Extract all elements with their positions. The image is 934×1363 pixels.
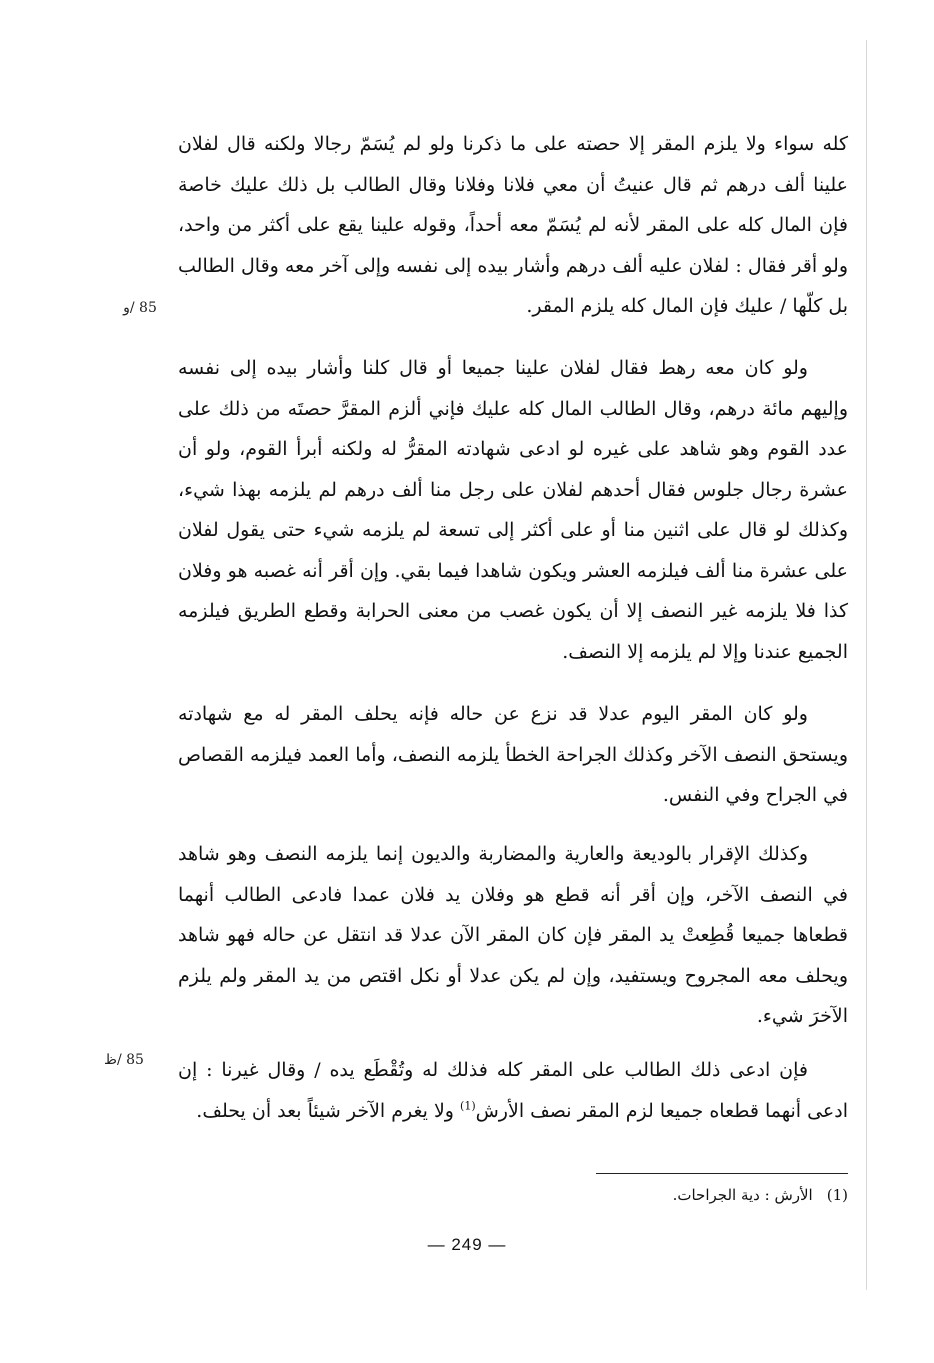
footnote [560, 1182, 848, 1208]
paragraph-2 [178, 348, 848, 672]
paragraph-3-text: ولو كان المقر اليوم عدلا قد نزع عن حاله فإنه يحلف المقر له مع شهادته ويستحق النصف الآخر وكذلك الجراحة الخطأ يلزمه النصف، وأما العمد فيلزمه القصاص في الجراح وفي النفس. [178, 703, 848, 806]
page-number: — 249 — [427, 1235, 507, 1254]
paragraph-5 [178, 1050, 848, 1131]
footnote-text: الأرش : دية الجراحات. [672, 1186, 813, 1204]
paragraph-5-text-before: فإن ادعى ذلك الطالب على المقر كله فذلك له وتُقْطَع يده / وقال غيرنا : إن ادعى أنهما قطعاه جميعا لزم المقر نصف الأرش [178, 1059, 848, 1122]
paragraph-1 [178, 124, 848, 327]
footnote-number: (1) [826, 1186, 848, 1204]
paragraph-3 [178, 694, 848, 816]
marginal-note-folio-85-verso: 85 /ظ [104, 1052, 144, 1068]
marginal-note-folio-85-recto: 85 /و [123, 300, 157, 316]
paragraph-5-text-after: ولا يغرم الآخر شيئاً بعد أن يحلف. [196, 1099, 461, 1122]
paragraph-4-text: وكذلك الإقرار بالوديعة والعارية والمضاربة والديون إنما يلزمه النصف وهو شاهد في النصف الآخر، وإن أقر أنه قطع هو وفلان يد فلان عمدا فادعى الطالب أنهما قطعاها جميعا قُطِعتْ يد المقر فإن كان المقر الآن عدلا قد انتقل عن حاله فهو شاهد ويحلف معه المجروح ويستفيد، وإن لم يكن عدلا أو نكل اقتص من يد المقر ولم يلزم الآخرَ شيء. [178, 843, 848, 1027]
paragraph-1-text: كله سواء ولا يلزم المقر إلا حصته على ما ذكرنا ولو لم يُسَمّ رجالا ولكنه قال لفلان علينا ألف درهم ثم قال عنيتُ أن معي فلانا وفلانا وقال الطالب بل ذلك عليك خاصة فإن المال كله على المقر لأنه لم يُسَمّ معه أحداً، وقوله علينا يقع على أكثر من واحد، ولو أقر فقال : لفلان عليه ألف درهم وأشار بيده إلى نفسه وإلى آخر معه وقال الطالب بل كلّها / عليك فإن المال كله يلزم المقر. [178, 133, 848, 317]
paragraph-5-text [178, 1050, 848, 1131]
footnote-reference[interactable]: (1) [460, 1099, 476, 1113]
paragraph-2-text: ولو كان معه رهط فقال لفلان علينا جميعا أو قال كلنا وأشار بيده إلى نفسه وإليهم مائة درهم، وقال الطالب المال كله عليك فإني ألزم المقرَّ حصتَه من ذلك على عدد القوم وهو شاهد على غيره لو ادعى شهادته المقرُّ له ولكنه أبرأ القوم، ولو أن عشرة رجال جلوس فقال أحدهم لفلان على رجل منا ألف درهم لم يلزمه بهذا شيء، وكذلك لو قال على اثنين منا أو على أكثر إلى تسعة لم يلزمه شيء حتى يقول لفلان على عشرة منا ألف فيلزمه العشر ويكون شاهدا فيما بقي. وإن أقر أنه غصبه هو وفلان كذا فلا يلزمه غير النصف إلا أن يكون غصب من معنى الحرابة وقطع الطريق فيلزمه الجميع عندنا وإلا لم يلزمه إلا النصف. [178, 357, 848, 663]
paragraph-4 [178, 834, 848, 1037]
page-scan-edge [866, 40, 867, 1290]
footnote-separator [596, 1173, 848, 1174]
